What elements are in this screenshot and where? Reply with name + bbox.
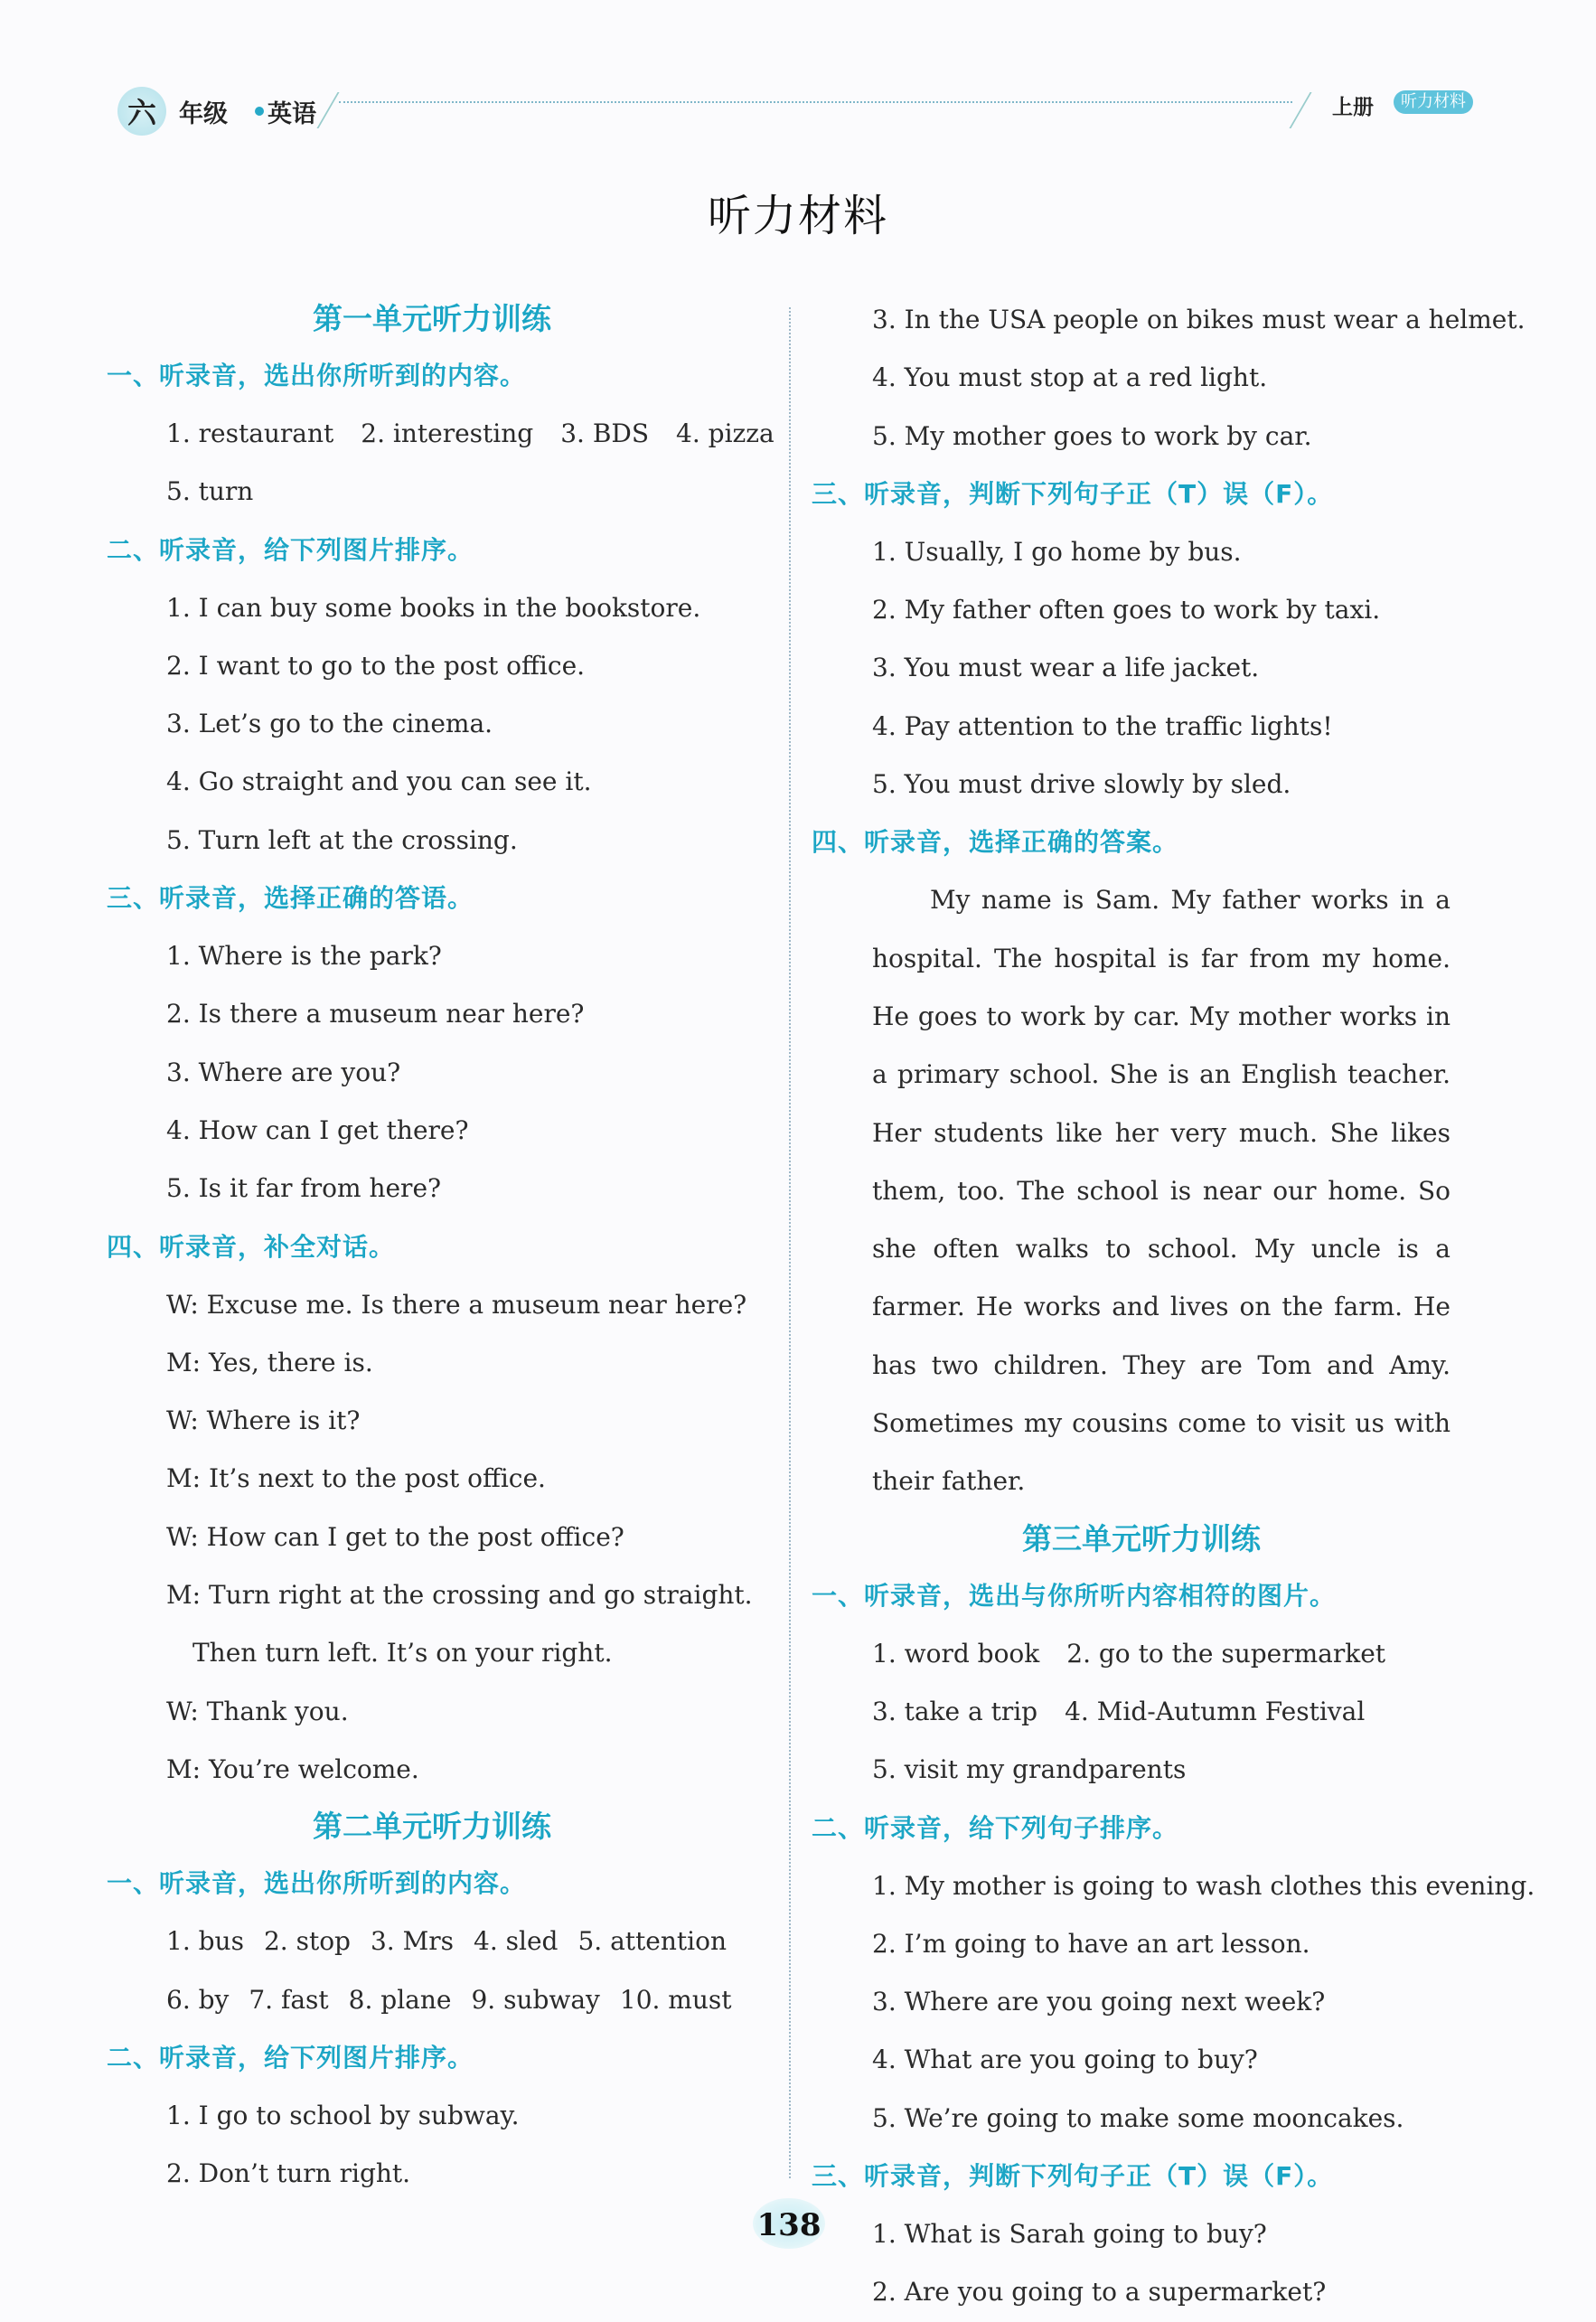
sentence-line: 5. My mother goes to work by car. (872, 420, 1312, 451)
word-item: 8. plane (348, 1984, 452, 2015)
header-dotted-line (339, 101, 1292, 103)
word-item: 7. fast (249, 1984, 329, 2015)
word-item: 4. sled (474, 1926, 559, 1957)
word-item: 5. visit my grandparents (872, 1754, 1187, 1785)
word-list (107, 1971, 757, 2029)
dialogue-line: M: Turn right at the crossing and go straight. (166, 1580, 753, 1611)
sentence-line: 2. I’m going to have an art lesson. (872, 1928, 1310, 1959)
question-title: 二、听录音，给下列图片排序。 (107, 2042, 474, 2073)
question-title: 二、听录音，给下列句子排序。 (812, 1812, 1179, 1843)
dialogue-line: M: You’re welcome. (166, 1753, 419, 1784)
passage-paragraph: My name is Sam. My father works in a hospital. The hospital is far from my home. He goes to work by car. My mother works in a primary school. She is an English teacher. Her students like her very much. She likes them, too. The school is near our home. So she often walks to school. My uncle is a farmer. He works and lives on the farm. He has two children. They are Tom and Amy. Sometimes my cousins come to visit us with their father. (872, 885, 1450, 1497)
sentence-line: 4. Pay attention to the traffic lights! (872, 710, 1333, 741)
sentence-line: 4. Go straight and you can see it. (166, 766, 592, 797)
dialogue-line: W: How can I get to the post office? (166, 1521, 624, 1552)
unit-title: 第二单元听力训练 (313, 1809, 551, 1845)
question-title: 三、听录音，选择正确的答语。 (107, 883, 474, 914)
sentence-line: 1. What is Sarah going to buy? (872, 2219, 1267, 2250)
word-item: 1. restaurant (166, 418, 334, 448)
sentence-line: 5. Is it far from here? (166, 1173, 442, 1204)
sentence-line: 5. Turn left at the crossing. (166, 824, 518, 855)
dialogue-line: M: Yes, there is. (166, 1347, 373, 1377)
sentence-line: 1. I go to school by subway. (166, 2100, 520, 2130)
dialogue-line: Then turn left. It’s on your right. (192, 1638, 613, 1669)
sentence-line: 5. You must drive slowly by sled. (872, 769, 1291, 800)
page-title: 听力材料 (707, 191, 888, 241)
grade-badge: 六 (117, 87, 166, 136)
sentence-line: 4. You must stop at a red light. (872, 362, 1268, 393)
separator-dot (255, 107, 264, 116)
word-item: 2. stop (263, 1926, 351, 1957)
word-item: 3. BDS (560, 418, 650, 448)
sentence-line: 3. In the USA people on bikes must wear a helmet. (872, 305, 1526, 334)
word-item: 5. turn (166, 476, 254, 507)
sentence-line: 2. Is there a museum near here? (166, 999, 585, 1029)
word-list (812, 1683, 1471, 1741)
word-item: 3. Mrs (370, 1926, 455, 1957)
page-header (117, 87, 1473, 136)
sentence-line: 1. Where is the park? (166, 941, 442, 972)
volume-label: 上册 (1332, 96, 1374, 119)
word-item: 1. word book (872, 1638, 1040, 1669)
dialogue-line: W: Where is it? (166, 1405, 361, 1436)
right-column (812, 291, 1535, 2322)
word-list (812, 1625, 1471, 1683)
sentence-line: 2. Are you going to a supermarket? (872, 2277, 1327, 2308)
word-item: 2. interesting (361, 418, 534, 448)
sentence-line: 2. My father often goes to work by taxi. (872, 595, 1381, 625)
question-title: 二、听录音，给下列图片排序。 (107, 534, 474, 565)
section-tag: 听力材料 (1394, 90, 1473, 114)
sentence-line: 1. My mother is going to wash clothes this evening. (872, 1870, 1535, 1901)
question-title: 四、听录音，选择正确的答案。 (812, 827, 1179, 858)
question-title: 一、听录音，选出你所听到的内容。 (107, 361, 527, 390)
left-column (107, 291, 775, 2203)
dialogue-line: W: Excuse me. Is there a museum near here? (166, 1289, 747, 1320)
word-item: 9. subway (471, 1984, 600, 2015)
subject-label: 英语 (268, 100, 316, 128)
sentence-line: 3. Where are you? (166, 1057, 401, 1087)
word-item: 3. take a trip (872, 1696, 1038, 1726)
word-item: 4. pizza (676, 418, 775, 448)
word-item: 2. go to the supermarket (1066, 1638, 1386, 1669)
sentence-line: 3. Let’s go to the cinema. (166, 709, 493, 739)
word-item: 1. bus (166, 1926, 244, 1957)
header-slash (316, 92, 339, 128)
question-title: 三、听录音，判断下列句子正（T）误（F）。 (812, 478, 1334, 509)
header-slash (1289, 92, 1311, 128)
page-number: 138 (756, 2207, 821, 2243)
question-title: 一、听录音，选出与你所听内容相符的图片。 (812, 1580, 1337, 1611)
grade-label: 年级 (179, 100, 228, 128)
sentence-line: 3. Where are you going next week? (872, 1987, 1326, 2017)
question-title: 一、听录音，选出你所听到的内容。 (107, 1868, 527, 1899)
word-item: 5. attention (577, 1926, 727, 1957)
dialogue-line: M: It’s next to the post office. (166, 1463, 546, 1494)
dialogue-line: W: Thank you. (166, 1696, 349, 1726)
page-number-badge (753, 2198, 825, 2249)
sentence-line: 2. Don’t turn right. (166, 2158, 411, 2189)
word-item: 4. Mid-Autumn Festival (1065, 1696, 1366, 1726)
sentence-line: 1. Usually, I go home by bus. (872, 536, 1242, 567)
column-divider (789, 307, 791, 2178)
word-item: 6. by (166, 1984, 230, 2015)
sentence-line: 2. I want to go to the post office. (166, 650, 586, 681)
question-title: 三、听录音，判断下列句子正（T）误（F）。 (812, 2161, 1334, 2192)
unit-title: 第三单元听力训练 (1022, 1520, 1261, 1556)
sentence-line: 1. I can buy some books in the bookstore. (166, 592, 701, 623)
word-item: 10. must (619, 1984, 732, 2015)
sentence-line: 4. What are you going to buy? (872, 2045, 1258, 2075)
sentence-line: 5. We’re going to make some mooncakes. (872, 2102, 1404, 2133)
sentence-line: 4. How can I get there? (166, 1114, 469, 1145)
sentence-line: 3. You must wear a life jacket. (872, 653, 1260, 683)
word-list (107, 1913, 757, 1970)
unit-title: 第一单元听力训练 (313, 301, 551, 336)
word-list (107, 405, 775, 463)
question-title: 四、听录音，补全对话。 (107, 1231, 396, 1262)
